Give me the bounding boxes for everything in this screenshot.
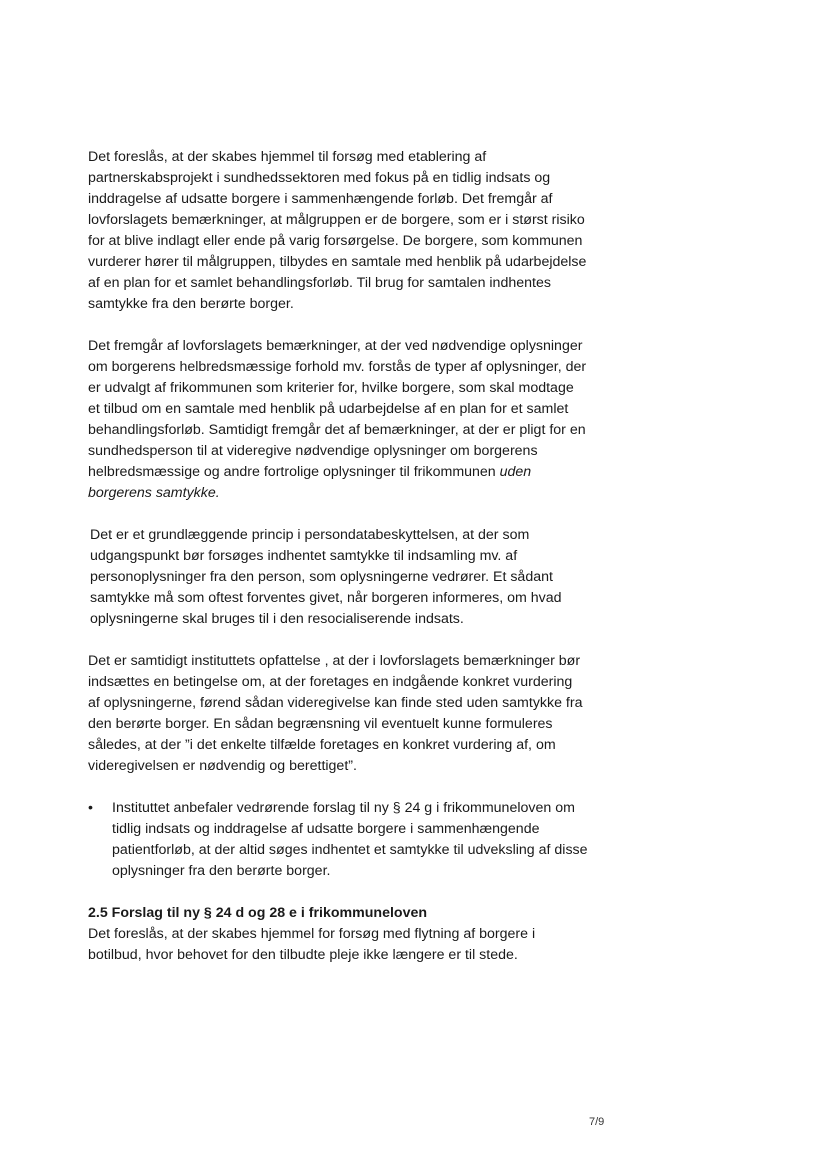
bullet-icon: • (88, 800, 93, 816)
section-body: Det foreslås, at der skabes hjemmel for forsøg med flytning af borgere i botilbud, hvor behovet for den tilbudte pleje ikke længere er til stede. (88, 926, 536, 963)
document-body (88, 147, 588, 966)
paragraph-partnership-project: Det foreslås, at der skabes hjemmel til forsøg med etablering af partnerskabsprojekt i sundhedssektoren med fokus på en tidlig indsats og inddragelse af udsatte borgere i sammenhængende forløb. Det fremgår af lovforslagets bemærkninger, at målgruppen er de borgere, som er i størst risiko for at blive indlagt eller ende på varig forsørgelse. De borgere, som kommunen vurderer hører til målgruppen, tilbydes en samtale med henblik på udarbejdelse af en plan for et samlet behandlingsforløb. Til brug for samtalen indhentes samtykke fra den berørte borger. (88, 149, 587, 312)
paragraph-institute-opinion: Det er samtidigt instituttets opfattelse , at der i lovforslagets bemærkninger bør indsættes en betingelse om, at der foretages en indgående konkret vurdering af oplysningerne, førend sådan videregivelse kan finde sted uden samtykke fra den berørte borger. En sådan begrænsning vil eventuelt kunne formuleres således, at der ”i det enkelte tilfælde foretages en konkret vurdering af, om videregivelsen er nødvendig og berettiget”. (88, 653, 583, 774)
emphasis-without-consent: uden borgerens samtykke. (88, 464, 532, 501)
recommendation-list (88, 798, 588, 882)
paragraph-necessary-information (88, 336, 588, 504)
page-number: 7/9 (589, 1116, 605, 1128)
list-item (88, 798, 588, 882)
recommendation-text: Instituttet anbefaler vedrørende forslag til ny § 24 g i frikommuneloven om tidlig indsats og inddragelse af udsatte borgere i sammenhængende patientforløb, at der altid søges indhentet et samtykke til udveksling af disse oplysninger fra den berørte borger. (112, 800, 588, 879)
paragraph-data-protection-principle: Det er et grundlæggende princip i persondatabeskyttelsen, at der som udgangspunkt bør forsøges indhentet samtykke til indsamling mv. af personoplysninger fra den person, som oplysningerne vedrører. Et sådant samtykke må som oftest forventes givet, når borgeren informeres, om hvad oplysningerne skal bruges til i den resocialiserende indsats. (90, 527, 562, 627)
section-heading: 2.5 Forslag til ny § 24 d og 28 e i frikommuneloven (88, 905, 428, 921)
paragraph-necessary-information-text: Det fremgår af lovforslagets bemærkninger, at der ved nødvendige oplysninger om borgerens helbredsmæssige forhold mv. forstås de typer af oplysninger, der er udvalgt af frikommunen som kriterier for, hvilke borgere, som skal modtage et tilbud om en samtale med henblik på udarbejdelse af en plan for et samlet behandlingsforløb. Samtidigt fremgår det af bemærkninger, at der er pligt for en sundhedsperson til at videregive nødvendige oplysninger om borgerens helbredsmæssige og andre fortrolige oplysninger til frikommunen (88, 338, 587, 480)
